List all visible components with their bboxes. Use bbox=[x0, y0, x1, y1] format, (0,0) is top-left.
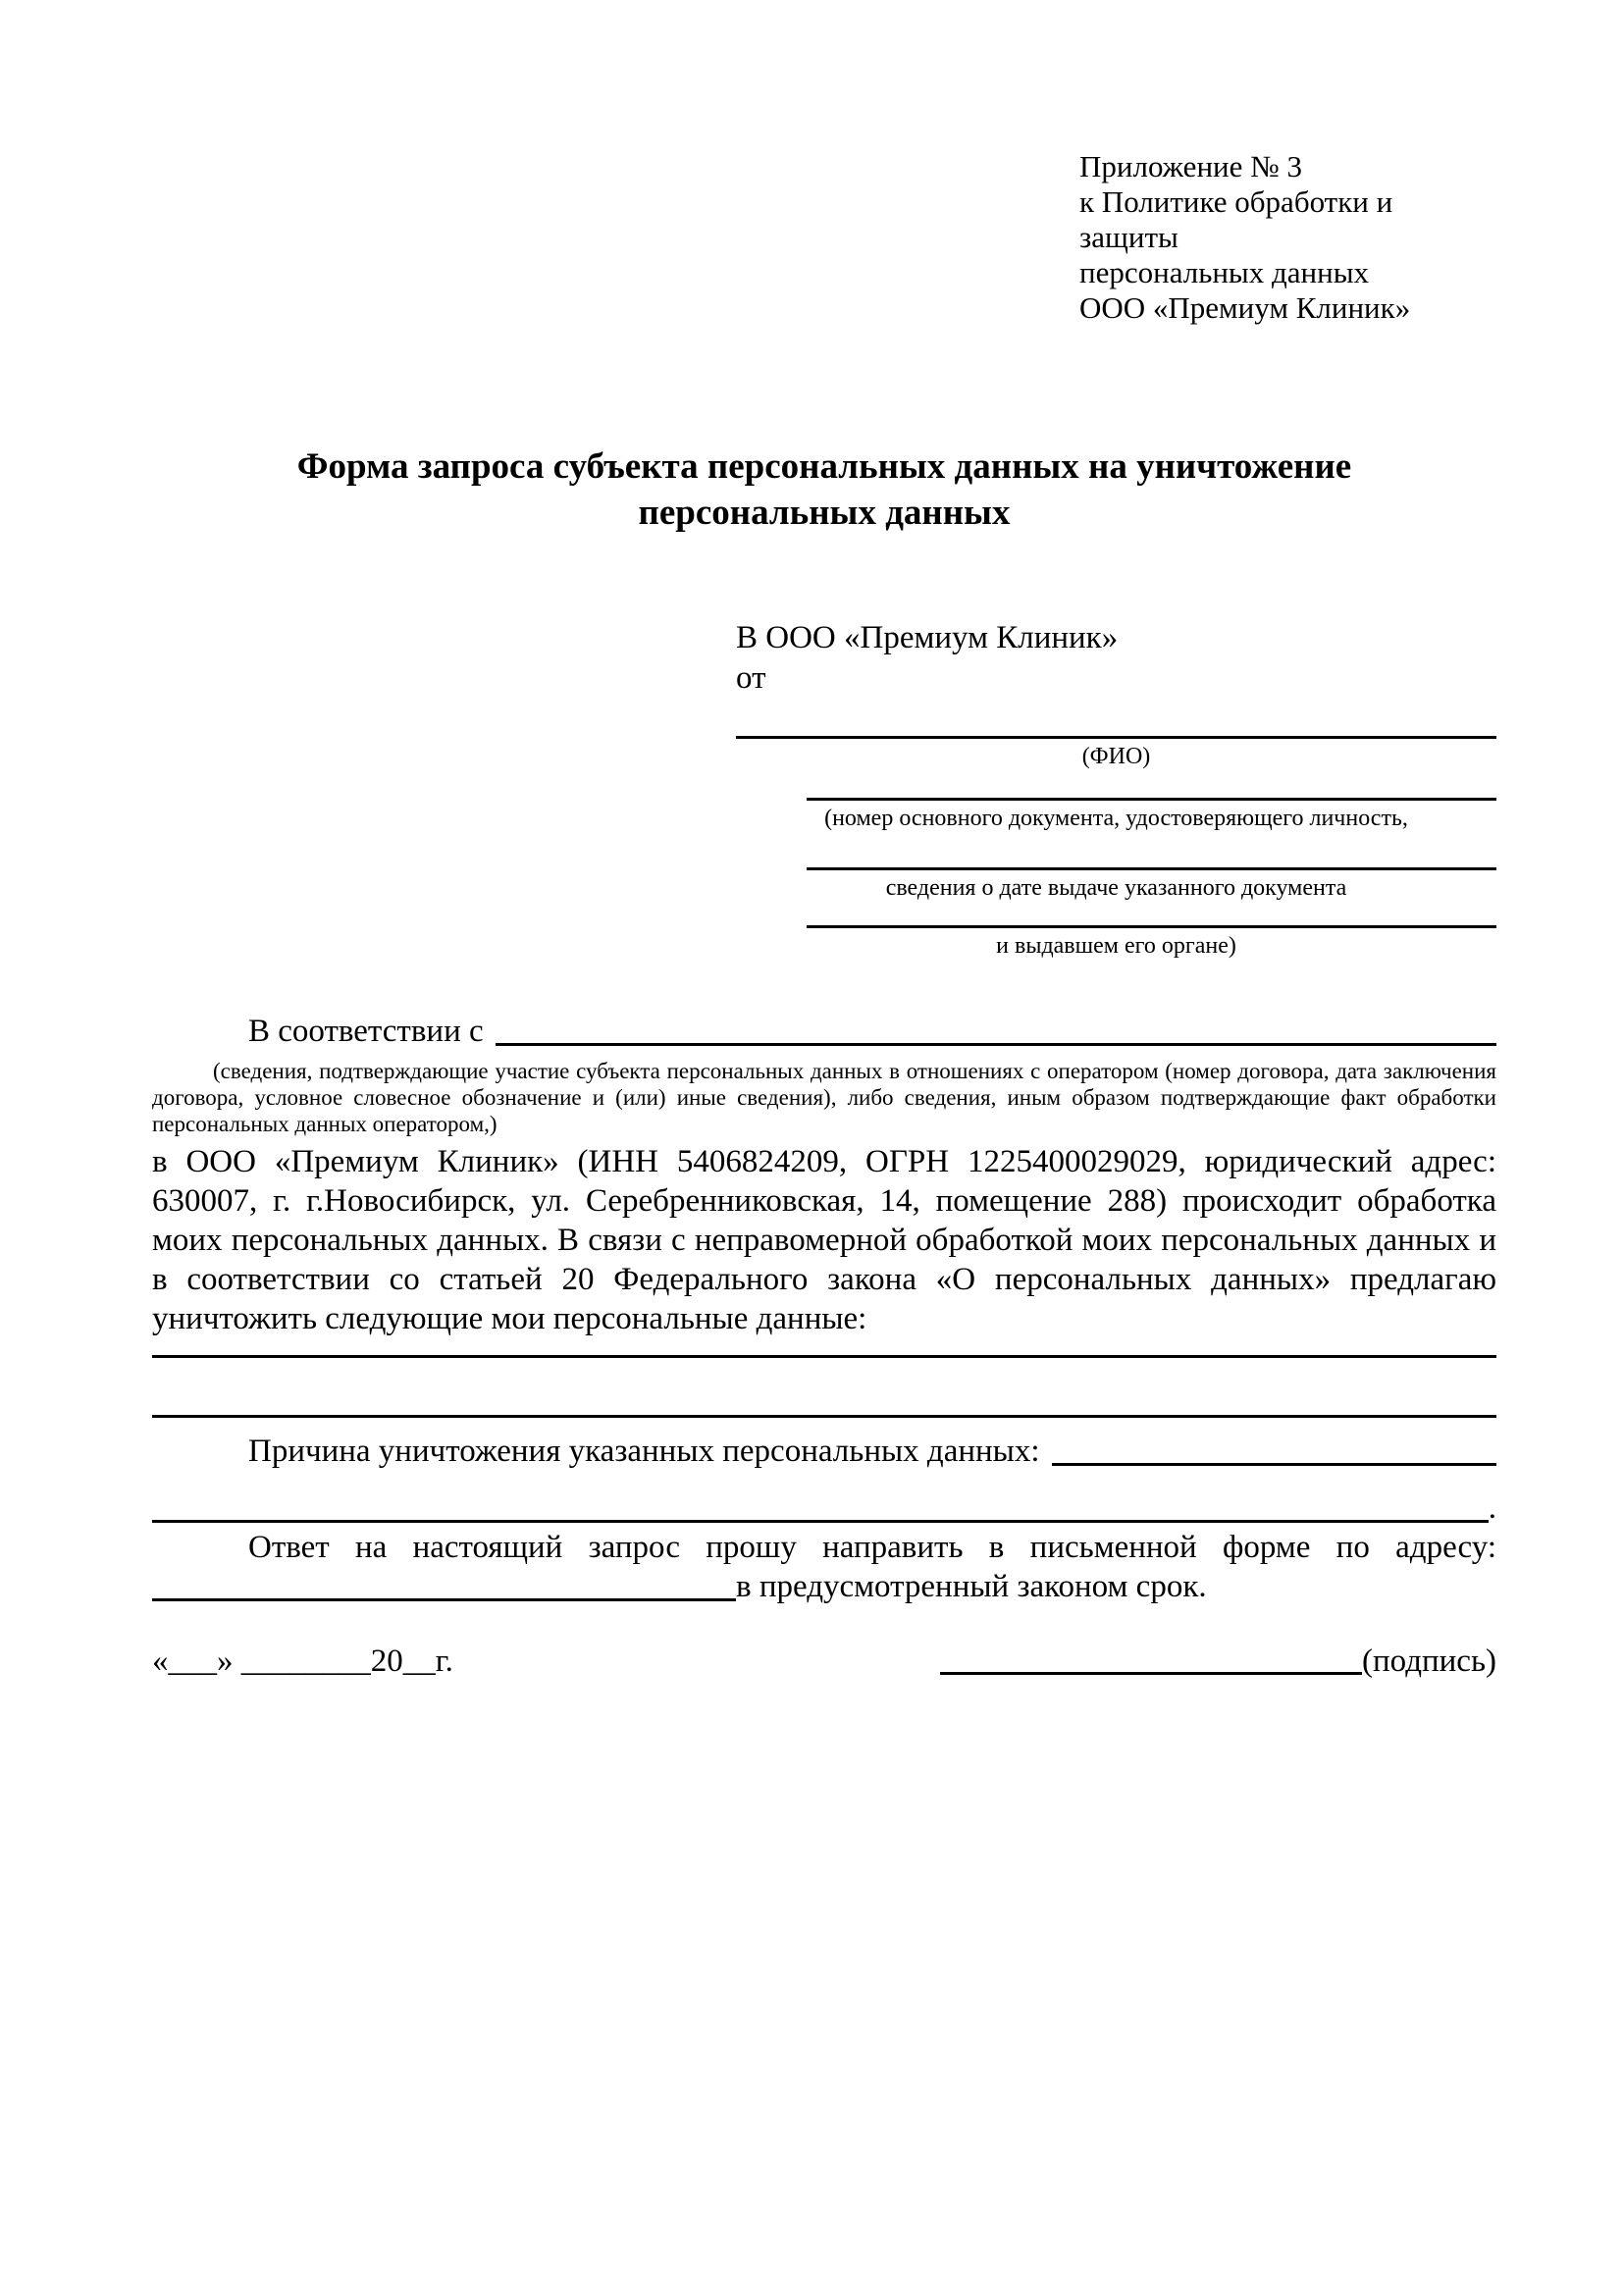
accordance-footnote: (сведения, подтверждающие участие субъекта персональных данных в отношениях с оператором (номер договора, дата заключения договора, условное словесное обозначение и (или) иные сведения), либо сведения, иным образом подтверждающие факт обработки персональных данных оператором,) bbox=[152, 1059, 1496, 1136]
addressee-from-label: от bbox=[736, 660, 766, 696]
address-row bbox=[152, 1567, 1496, 1606]
appendix-header-line: к Политике обработки и защиты bbox=[1079, 184, 1393, 254]
reason-field-line-2[interactable] bbox=[152, 1520, 1489, 1523]
signature-date-row bbox=[152, 1642, 1496, 1681]
date-fill-in[interactable]: «___» ________20__г. bbox=[152, 1644, 453, 1679]
signature-field-line[interactable] bbox=[940, 1672, 1362, 1675]
sentence-period: . bbox=[1488, 1490, 1496, 1526]
appendix-header-line: персональных данных bbox=[1079, 255, 1370, 289]
answer-tail-text: в предусмотренный законом срок. bbox=[736, 1569, 1207, 1604]
personal-data-field-line-1[interactable] bbox=[152, 1355, 1496, 1358]
appendix-header-line: ООО «Премиум Клиник» bbox=[1079, 290, 1411, 325]
reason-field-line[interactable] bbox=[1052, 1463, 1496, 1466]
issue-date-field-caption: сведения о дате выдаче указанного документа bbox=[885, 875, 1347, 901]
personal-data-field-line-2[interactable] bbox=[152, 1415, 1496, 1418]
document-title bbox=[152, 444, 1496, 536]
address-field-line[interactable] bbox=[152, 1598, 736, 1601]
issuing-authority-field-line[interactable] bbox=[807, 925, 1496, 928]
reason-label: Причина уничтожения указанных персональных данных: bbox=[248, 1434, 1040, 1469]
answer-request-line: Ответ на настоящий запрос прошу направить в письменной форме по адресу: bbox=[248, 1530, 1496, 1565]
document-number-field-line[interactable] bbox=[807, 798, 1496, 801]
fio-field-caption: (ФИО) bbox=[1081, 744, 1151, 769]
accordance-label: В соответствии с bbox=[248, 1014, 484, 1049]
signature-caption: (подпись) bbox=[1362, 1644, 1496, 1679]
document-title-line: персональных данных bbox=[638, 493, 1011, 533]
reason-continuation-row bbox=[152, 1488, 1496, 1528]
issuing-authority-field-caption: и выдавшем его органе) bbox=[996, 933, 1236, 959]
reason-row bbox=[152, 1432, 1496, 1471]
accordance-field-line[interactable] bbox=[496, 1043, 1496, 1046]
document-title-line: Форма запроса субъекта персональных данных на уничтожение bbox=[296, 446, 1352, 487]
addressee-to-line: В ООО «Премиум Клиник» bbox=[736, 620, 1119, 655]
appendix-header bbox=[1079, 0, 1496, 326]
fio-field-line[interactable] bbox=[736, 736, 1496, 739]
issue-date-field-line[interactable] bbox=[807, 867, 1496, 870]
accordance-row bbox=[152, 1012, 1496, 1051]
signature-group bbox=[940, 1642, 1496, 1681]
appendix-header-line: Приложение № 3 bbox=[1079, 149, 1302, 183]
document-number-field-caption: (номер основного документа, удостоверяющего личность, bbox=[824, 806, 1408, 831]
addressee-block bbox=[736, 614, 1496, 959]
main-paragraph: в ООО «Премиум Клиник» (ИНН 5406824209, ОГРН 1225400029029, юридический адрес: 630007, г. г.Новосибирск, ул. Серебренниковская, 14, помещение 288) происходит обработка моих персональных данных. В связи с неправомерной обработкой моих персональных данных и в соответствии со статьей 20 Федерального закона «О персональных данных» предлагаю уничтожить следующие мои персональные данные: bbox=[152, 1144, 1496, 1336]
